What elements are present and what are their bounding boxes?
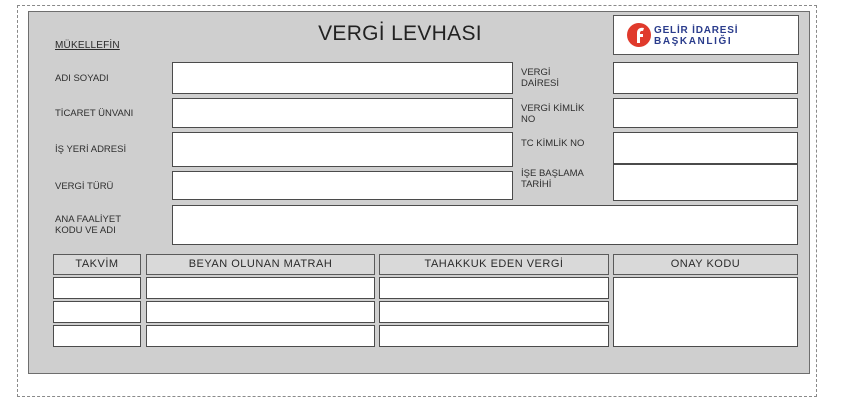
field-adi-soyadi[interactable] <box>172 62 513 94</box>
table-cell-takvim[interactable] <box>53 325 141 347</box>
section-label: MÜKELLEFİN <box>55 40 120 51</box>
field-vergi-dairesi[interactable] <box>613 62 798 94</box>
table-header-onay-kodu: ONAY KODU <box>613 254 798 275</box>
table-header-beyan: BEYAN OLUNAN MATRAH <box>146 254 375 275</box>
table-cell-takvim[interactable] <box>53 277 141 299</box>
label-adi-soyadi: ADI SOYADI <box>55 73 109 84</box>
gib-logo-icon <box>626 21 654 49</box>
table-header-tahakkuk: TAHAKKUK EDEN VERGİ <box>379 254 609 275</box>
label-vergi-kimlik-no: VERGİ KİMLİK NO <box>521 103 585 125</box>
page-title: VERGİ LEVHASI <box>318 22 482 45</box>
table-cell-tahakkuk[interactable] <box>379 325 609 347</box>
label-ise-baslama-tarihi: İŞE BAŞLAMA TARİHİ <box>521 168 584 190</box>
label-vergi-dairesi: VERGİ DAİRESİ <box>521 67 560 89</box>
label-tc-kimlik-no: TC KİMLİK NO <box>521 138 585 149</box>
field-tc-kimlik-no[interactable] <box>613 132 798 164</box>
table-header-takvim: TAKVİM <box>53 254 141 275</box>
table-cell-beyan[interactable] <box>146 301 375 323</box>
table-cell-beyan[interactable] <box>146 325 375 347</box>
logo-text-line1: GELİR İDARESİ <box>654 25 739 36</box>
field-ana-faaliyet[interactable] <box>172 205 798 245</box>
table-cell-tahakkuk[interactable] <box>379 277 609 299</box>
field-vergi-turu[interactable] <box>172 171 513 200</box>
label-vergi-turu: VERGİ TÜRÜ <box>55 181 114 192</box>
table-cell-beyan[interactable] <box>146 277 375 299</box>
field-ise-baslama-tarihi[interactable] <box>613 164 798 201</box>
table-cell-onay-kodu[interactable] <box>613 277 798 347</box>
table-cell-tahakkuk[interactable] <box>379 301 609 323</box>
table-cell-takvim[interactable] <box>53 301 141 323</box>
field-vergi-kimlik-no[interactable] <box>613 98 798 128</box>
field-ticaret-unvani[interactable] <box>172 98 513 128</box>
label-ticaret-unvani: TİCARET ÜNVANI <box>55 108 134 119</box>
label-is-yeri-adresi: İŞ YERİ ADRESİ <box>55 144 127 155</box>
label-ana-faaliyet: ANA FAALİYET KODU VE ADI <box>55 214 121 236</box>
gib-logo <box>613 15 799 55</box>
field-is-yeri-adresi[interactable] <box>172 132 513 167</box>
logo-text-line2: BAŞKANLIĞI <box>654 36 733 47</box>
